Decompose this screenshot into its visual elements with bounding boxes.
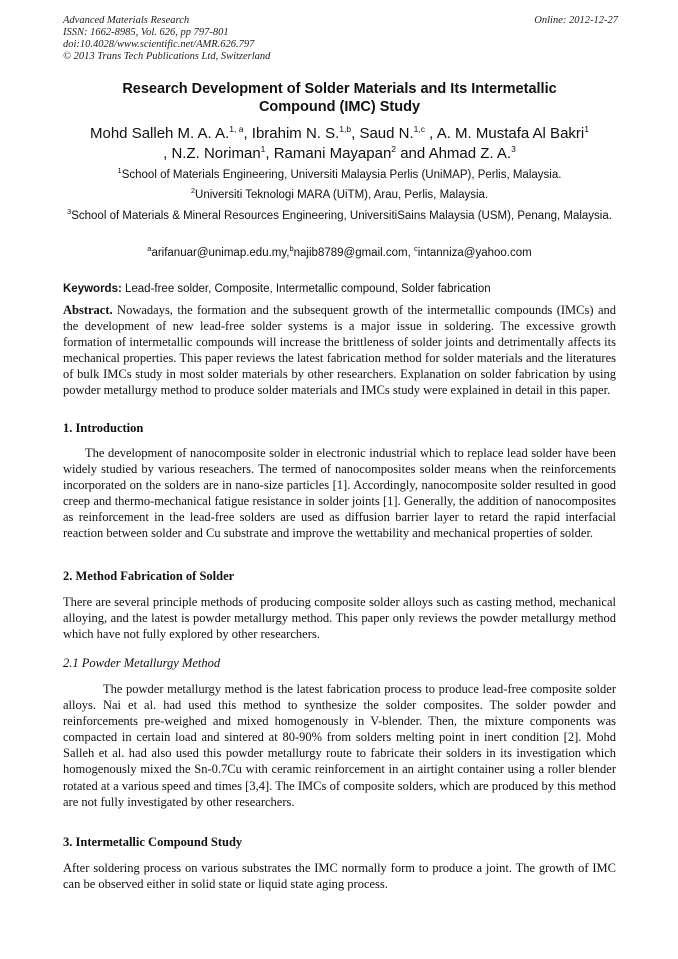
powder-metallurgy-paragraph: The powder metallurgy method is the latest fabrication process to produce lead-free composite solder alloys. Nai et al. had used this method to synthesize the solder composites. The solder powder and reinforcements pre-weighed and mixed homogenously in V-blender. Then, the mixture components was compacted in certain load and sintered at 80-90% from solders melting point in inert condition [2]. Mohd Salleh et al. had also used this powder metallurgy route to fabricate their solders in its investigation which homogenously mixed the Sn-0.7Cu with ceramic reinforcement in an airtight container using a roller blender rotated at a various speed and times [3,4]. The IMCs of composite solders, which are produced by this method are not fully investigated by other researchers. <box>63 682 616 809</box>
affil-text: Universiti Teknologi MARA (UiTM), Arau, Perlis, Malaysia. <box>195 189 489 201</box>
author-affil-mark: 1 <box>260 144 266 154</box>
author-affil-mark: 3 <box>511 144 516 154</box>
title-line-2: Compound (IMC) Study <box>258 99 421 115</box>
issn-line: ISSN: 1662-8985, Vol. 626, pp 797-801 <box>63 27 229 38</box>
affiliation-1 <box>63 168 616 183</box>
author-affil-mark: 1 <box>584 124 589 134</box>
email-link[interactable]: intanniza@yahoo.com <box>417 247 532 259</box>
affil-mark: 3 <box>67 207 72 217</box>
author-affil-mark: 1,c <box>413 124 426 134</box>
copyright-line: © 2013 Trans Tech Publications Ltd, Switzerland <box>63 51 271 62</box>
abstract <box>63 302 616 399</box>
paper-title <box>63 80 616 116</box>
method-paragraph: There are several principle methods of producing composite solder alloys such as casting method, mechanical alloying, and the latest is powder metallurgy method. This paper only reviews the powder metallurgy method which have not fully explored by other researchers. <box>63 595 616 642</box>
author-list <box>63 124 616 164</box>
author-name: , Ramani Mayapan <box>265 145 392 162</box>
journal-header <box>63 15 618 63</box>
keywords <box>63 282 616 297</box>
email-mark: a <box>147 244 152 254</box>
author-name: , A. M. Mustafa Al Bakri <box>425 125 585 142</box>
affil-mark: 2 <box>190 186 196 196</box>
abstract-text: Nowadays, the formation and the subsequent growth of the intermetallic compounds (IMCs) and the development of new lead-free solder systems is a major issue in soldering. The excessive growth formation of intermetallic compounds will increase the brittleness of solder joints and detrimentally affects its mechanical properties. This paper reviews the latest fabrication method for solder materials and the literatures of bulk IMCs study in most solder materials by other researchers. Explanation on solder fabrication by using powder metallurgy method to produce solder materials and IMCs study were explained in detail in this paper. <box>63 303 616 398</box>
author-name: , Ibrahim N. S. <box>243 125 340 142</box>
online-date: Online: 2012-12-27 <box>534 15 618 26</box>
section-heading-method: 2. Method Fabrication of Solder <box>63 569 235 583</box>
subsection-heading-powder-metallurgy: 2.1 Powder Metallurgy Method <box>63 656 221 670</box>
email-mark: b <box>289 244 294 254</box>
keywords-label: Keywords: <box>63 283 122 295</box>
author-name: , N.Z. Noriman <box>163 145 261 162</box>
affil-text: School of Materials Engineering, Universiti Malaysia Perlis (UniMAP), Perlis, Malaysia. <box>121 169 562 181</box>
author-affil-mark: 1,b <box>339 124 352 134</box>
email-link[interactable]: najib8789@gmail.com, <box>293 247 414 259</box>
abstract-label: Abstract. <box>63 303 113 317</box>
keywords-text: Lead-free solder, Composite, Intermetallic compound, Solder fabrication <box>121 283 491 295</box>
affil-text: School of Materials & Mineral Resources Engineering, UniversitiSains Malaysia (USM), Penang, Malaysia. <box>71 210 612 222</box>
author-affil-mark: 2 <box>391 144 397 154</box>
affil-mark: 1 <box>117 166 122 176</box>
section-heading-introduction: 1. Introduction <box>63 421 144 435</box>
introduction-paragraph: The development of nanocomposite solder in electronic industrial which to replace lead solder have been widely studied by various reseachers. The termed of nanocomposites solder means when the reinforcements incorporated on the solders are in nano-size particles [1]. Accordingly, nanocomposite solder resulted in good creep and thermo-mechanical fatigue resistance in solder joints [1]. Generally, the addition of nanocomposites as reinforcement in the lead-free solders are used as diffusion barrier layer to retard the rapid interfacial reaction between solder and Cu substrate and improve the wettability and mechanical properties of solder. <box>63 446 616 541</box>
email-line <box>63 246 616 261</box>
title-line-1: Research Development of Solder Materials and Its Intermetallic <box>122 81 557 97</box>
affiliation-2 <box>63 188 616 203</box>
author-name: and Ahmad Z. A. <box>396 145 512 162</box>
journal-name: Advanced Materials Research <box>63 15 190 26</box>
author-affil-mark: 1, a <box>229 124 244 134</box>
author-name: , Saud N. <box>351 125 414 142</box>
doi-line: doi:10.4028/www.scientific.net/AMR.626.797 <box>63 39 255 50</box>
email-link[interactable]: arifanuar@unimap.edu.my, <box>151 247 290 259</box>
author-name: Mohd Salleh M. A. A. <box>90 125 230 142</box>
affiliation-3 <box>63 209 616 224</box>
section-heading-imc: 3. Intermetallic Compound Study <box>63 835 243 849</box>
email-mark: c <box>414 244 418 254</box>
imc-paragraph: After soldering process on various substrates the IMC normally form to produce a joint. The growth of IMC can be observed either in solid state or liquid state aging process. <box>63 861 616 892</box>
